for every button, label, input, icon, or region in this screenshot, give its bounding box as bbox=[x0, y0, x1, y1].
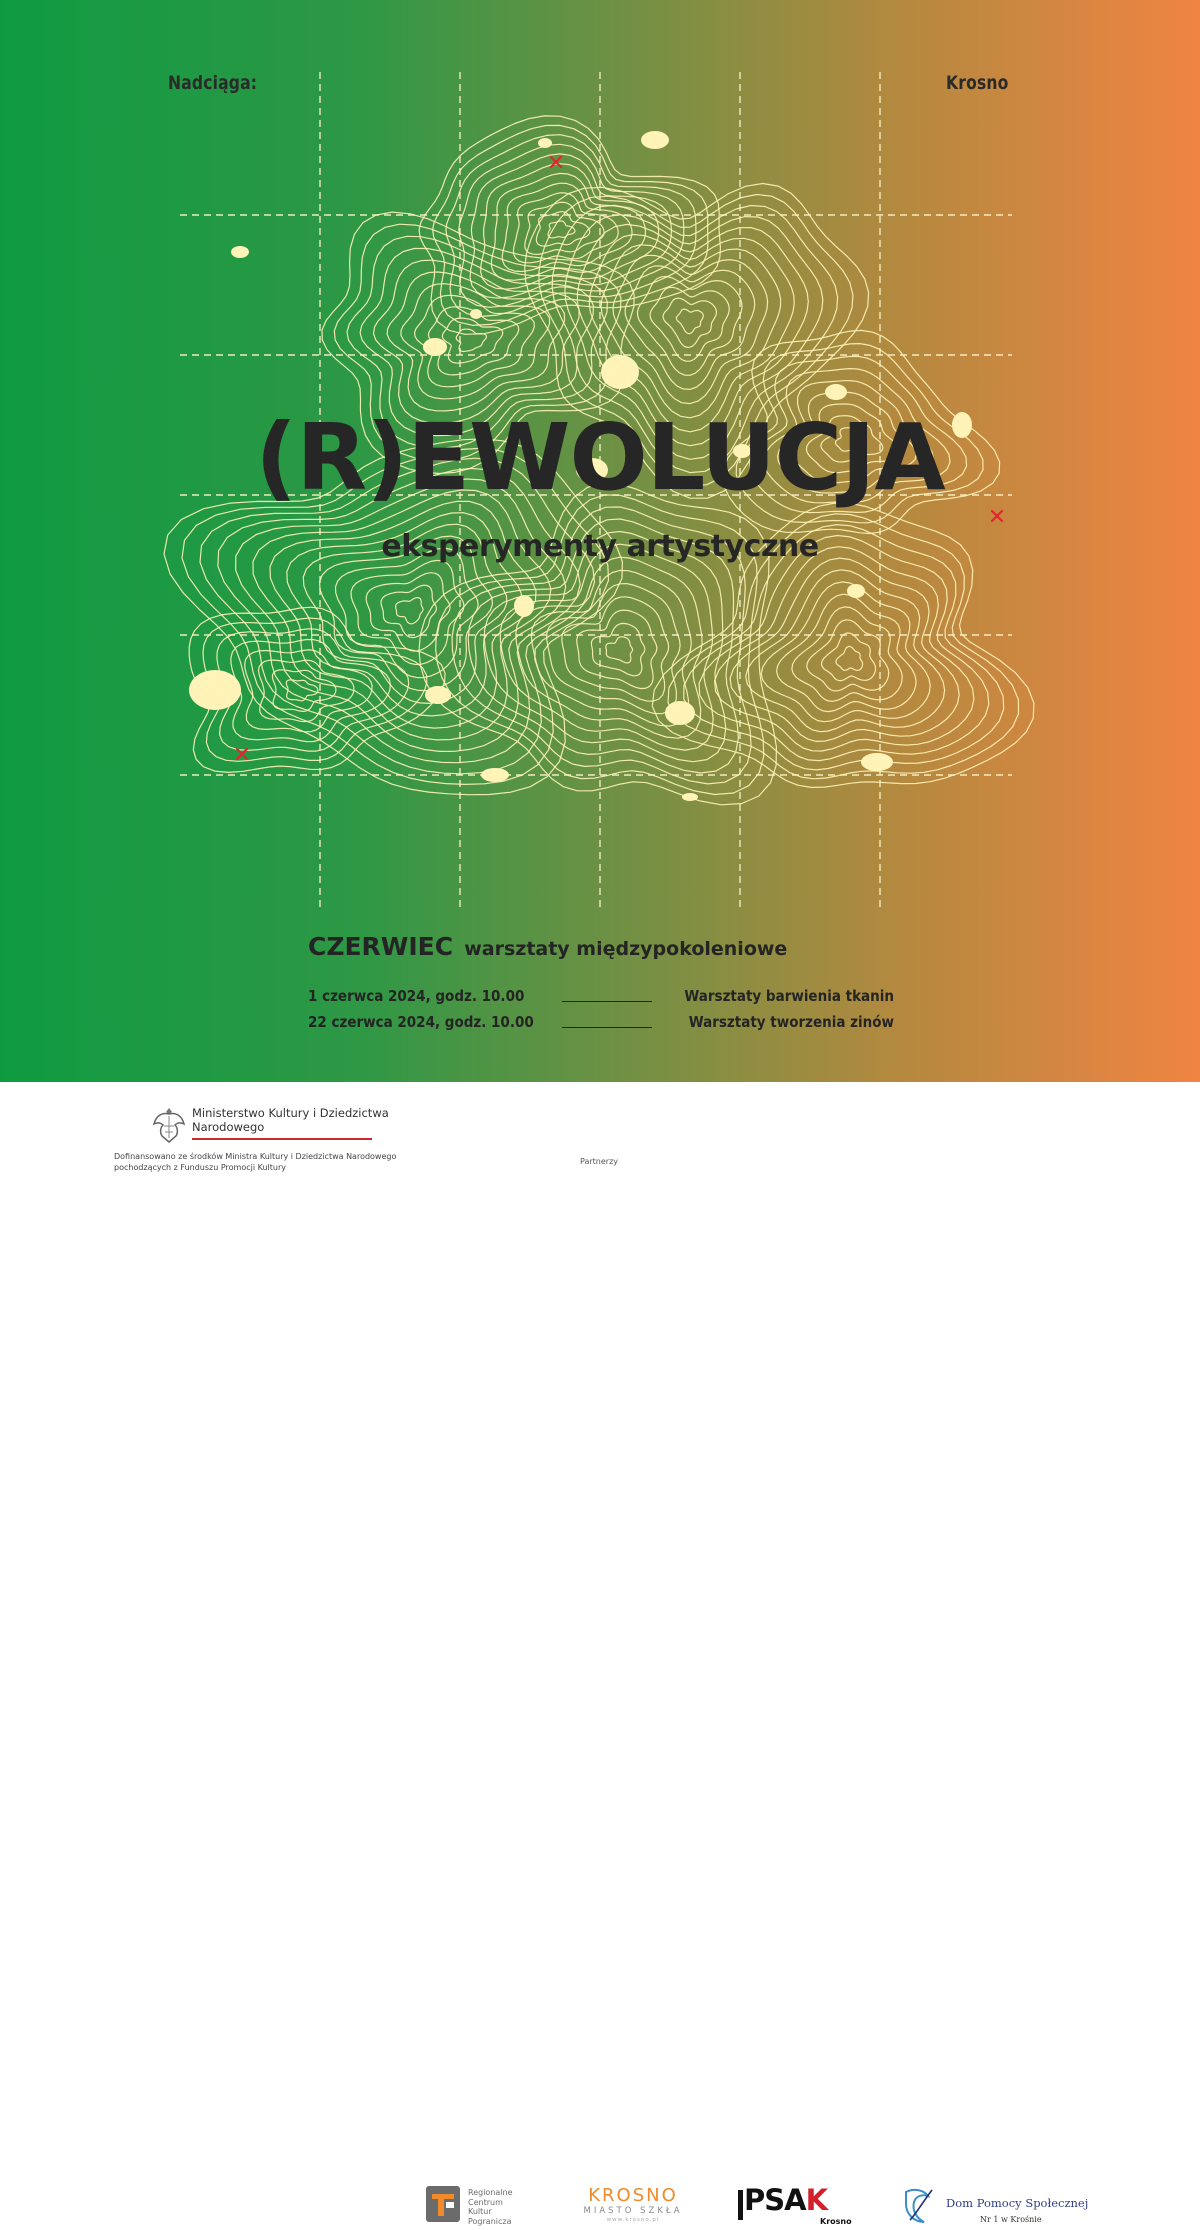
ministry-red-rule bbox=[192, 1138, 372, 1140]
contour-ring bbox=[836, 646, 863, 670]
rckp-logo-icon bbox=[426, 2186, 460, 2222]
cream-blob bbox=[825, 384, 847, 400]
cream-blob bbox=[601, 355, 639, 389]
cream-blob bbox=[423, 338, 447, 356]
rckp-line: Regionalne bbox=[468, 2188, 513, 2197]
contour-ring bbox=[456, 329, 486, 351]
contour-ring bbox=[807, 620, 889, 691]
event-row bbox=[308, 1011, 894, 1033]
contour-ring bbox=[606, 637, 633, 663]
rckp-name bbox=[468, 2188, 513, 2226]
cream-blob bbox=[538, 138, 552, 148]
cream-blob bbox=[682, 793, 698, 801]
cross-marker bbox=[551, 157, 561, 167]
psak-logo bbox=[738, 2183, 852, 2226]
contour-ring bbox=[601, 245, 781, 418]
event-name: Warsztaty tworzenia zinów bbox=[688, 1013, 894, 1031]
month-heading bbox=[308, 934, 787, 959]
contour-ring bbox=[366, 573, 450, 652]
cream-blob bbox=[470, 309, 482, 319]
krosno-wordmark: KROSNO bbox=[588, 2185, 678, 2206]
contour-ring bbox=[547, 584, 680, 714]
cream-blob bbox=[641, 131, 669, 149]
subtitle: eksperymenty artystyczne bbox=[381, 529, 819, 564]
poster bbox=[0, 0, 1200, 1082]
bird-logo-icon bbox=[902, 2184, 936, 2226]
month-name: CZERWIEC bbox=[308, 932, 454, 961]
funding-note: Dofinansowano ze środków Ministra Kultury i Dziedzictwa Narodowego pochodzących z Funduszu Promocji Kultury bbox=[114, 1152, 397, 1172]
psak-city: Krosno bbox=[820, 2217, 852, 2226]
month-description: warsztaty międzypokoleniowe bbox=[464, 938, 788, 960]
contour-ring bbox=[715, 547, 974, 751]
psak-logo-icon bbox=[738, 2190, 743, 2220]
contour-ring bbox=[761, 582, 930, 722]
cream-blob bbox=[189, 670, 241, 710]
rckp-line: Kultur bbox=[468, 2207, 492, 2216]
rckp-logo bbox=[426, 2186, 536, 2230]
main-title: (R)EWOLUCJA bbox=[255, 404, 945, 511]
krosno-logo bbox=[578, 2186, 688, 2230]
dps-logo bbox=[902, 2184, 1089, 2228]
contour-ring bbox=[396, 598, 423, 624]
contour-ring bbox=[374, 260, 580, 423]
contour-ring bbox=[663, 298, 716, 347]
eagle-emblem-icon bbox=[152, 1104, 186, 1144]
cream-blob bbox=[665, 701, 695, 725]
rckp-line: Centrum bbox=[468, 2197, 503, 2207]
city-tag: Krosno bbox=[946, 72, 1009, 94]
event-name: Warsztaty barwienia tkanin bbox=[684, 987, 894, 1005]
headline-tag: Nadciąga: bbox=[168, 72, 258, 94]
cream-blob bbox=[847, 584, 865, 598]
event-date: 1 czerwca 2024, godz. 10.00 bbox=[308, 987, 525, 1005]
partners-label: Partnerzy bbox=[580, 1157, 619, 1166]
cream-blob bbox=[425, 686, 451, 704]
contour-ring bbox=[638, 277, 742, 376]
event-leader-line bbox=[562, 1001, 652, 1002]
cross-marker bbox=[992, 511, 1002, 521]
contour-ring bbox=[401, 284, 550, 399]
sponsor-footer bbox=[0, 1082, 1200, 2226]
cream-blob bbox=[231, 246, 249, 258]
contour-ring bbox=[613, 255, 768, 403]
cream-blob bbox=[481, 768, 509, 782]
contour-ring bbox=[531, 570, 691, 726]
dps-name: Dom Pomocy Społecznej bbox=[946, 2196, 1089, 2210]
contour-ring bbox=[676, 309, 703, 334]
event-leader-line bbox=[562, 1027, 652, 1028]
cream-blob bbox=[514, 595, 534, 617]
psak-wordmark: PSAK bbox=[744, 2183, 828, 2217]
contour-ring bbox=[381, 585, 436, 637]
rckp-line: Pogranicza bbox=[468, 2216, 512, 2226]
ministry-name: Ministerstwo Kultury i Dziedzictwa Narodowego bbox=[192, 1106, 389, 1134]
dps-branch: Nr 1 w Krośnie bbox=[980, 2215, 1042, 2224]
krosno-tagline: MIASTO SZKŁA bbox=[583, 2206, 683, 2216]
event-row bbox=[308, 985, 894, 1007]
cream-blob bbox=[861, 753, 893, 771]
krosno-url: www.krosno.pl bbox=[606, 2217, 660, 2223]
event-date: 22 czerwca 2024, godz. 10.00 bbox=[308, 1013, 534, 1031]
